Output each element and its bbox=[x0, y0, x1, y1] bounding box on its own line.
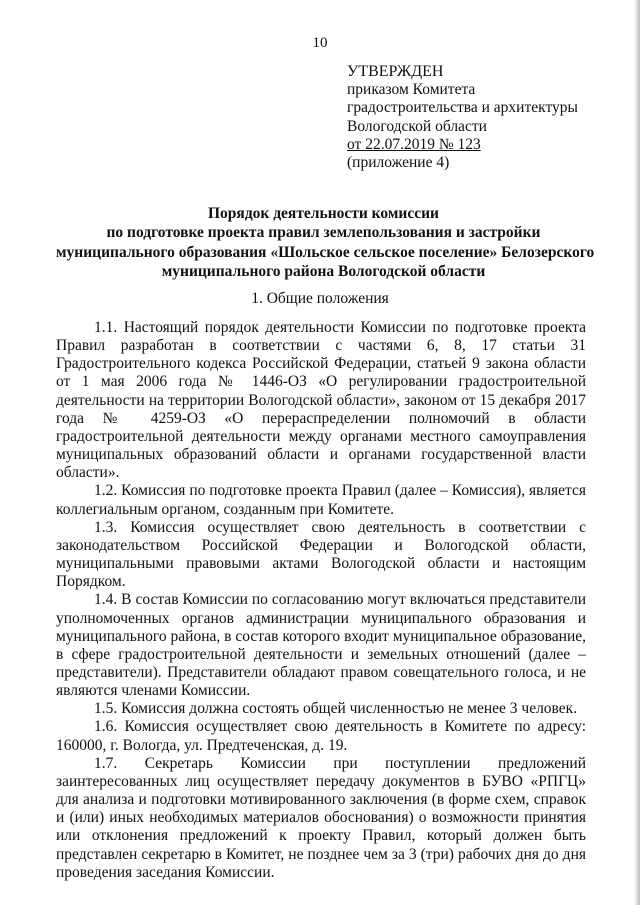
document-body bbox=[56, 319, 586, 882]
section-heading: 1. Общие положения bbox=[251, 290, 389, 307]
approval-line: Вологодской области bbox=[347, 117, 487, 135]
approval-stamp-block bbox=[347, 63, 617, 172]
paragraph-1-3: 1.3. Комиссия осуществляет свою деятельность в соответствии с законодательством Российской Федерации и Вологодской области, муниципальными правовыми актами Вологодской области и настоящим Порядком. bbox=[56, 518, 586, 591]
paragraph-1-7: 1.7. Секретарь Комиссии при поступлении предложений заинтересованных лиц осуществляет передачу документов в БУВО «РПГЦ» для анализа и подготовки мотивированного заключения (в форме схем, справок и (или) иных необходимых материалов обоснования) о возможности принятия или отклонения предложений к проекту Правил, который должен быть представлен секретарю в Комитет, не позднее чем за 3 (три) рабочих дня до дня проведения заседания Комиссии. bbox=[56, 754, 586, 881]
title-line: по подготовке проекта правил землепользования и застройки bbox=[106, 224, 541, 242]
approval-heading: УТВЕРЖДЕН bbox=[347, 63, 444, 80]
page-number: 10 bbox=[312, 35, 328, 51]
paragraph-1-6: 1.6. Комиссия осуществляет свою деятельность в Комитете по адресу: 160000, г. Вологда, ул. Предтеченская, д. 19. bbox=[56, 718, 586, 754]
paragraph-1-4: 1.4. В состав Комиссии по согласованию могут включаться представители уполномоченных органов администрации муниципального образования и муниципального района, в состав которого входит муниципальное образование, в сфере градостроительной деятельности и земельных отношений (далее – представители). Представители обладают правом совещательного голоса, и не являются членами Комиссии. bbox=[56, 591, 586, 700]
title-line: муниципального района Вологодской области bbox=[161, 262, 486, 280]
approval-line: градостроительства и архитектуры bbox=[347, 99, 578, 117]
paragraph-1-1: 1.1. Настоящий порядок деятельности Комиссии по подготовке проекта Правил разработан в соответствии с частями 6, 8, 17 статьи 31 Градостроительного кодекса Российской Федерации, статьей 9 закона области от 1 мая 2006 года № 1446-ОЗ «О регулировании градостроительной деятельности на территории Вологодской области», законом от 15 декабря 2017 года № 4259-ОЗ «О перераспределении полномочий в области градостроительной деятельности между органами местного самоуправления муниципальных образований области и органами государственной власти области». bbox=[56, 319, 586, 482]
paragraph-1-5: 1.5. Комиссия должна состоять общей численностью не менее 3 человек. bbox=[94, 700, 578, 718]
document-title bbox=[56, 204, 595, 281]
approval-date-number: от 22.07.2019 № 123 bbox=[347, 135, 481, 153]
scan-page-edge bbox=[634, 0, 640, 905]
paragraph-1-2: 1.2. Комиссия по подготовке проекта Правил (далее – Комиссия), является коллегиальным органом, созданным при Комитете. bbox=[56, 482, 586, 518]
approval-line: приказом Комитета bbox=[347, 81, 476, 99]
title-line: муниципального образования «Шольское сельское поселение» Белозерского bbox=[56, 243, 595, 261]
approval-appendix: (приложение 4) bbox=[347, 154, 450, 172]
title-line: Порядок деятельности комиссии bbox=[208, 205, 439, 222]
